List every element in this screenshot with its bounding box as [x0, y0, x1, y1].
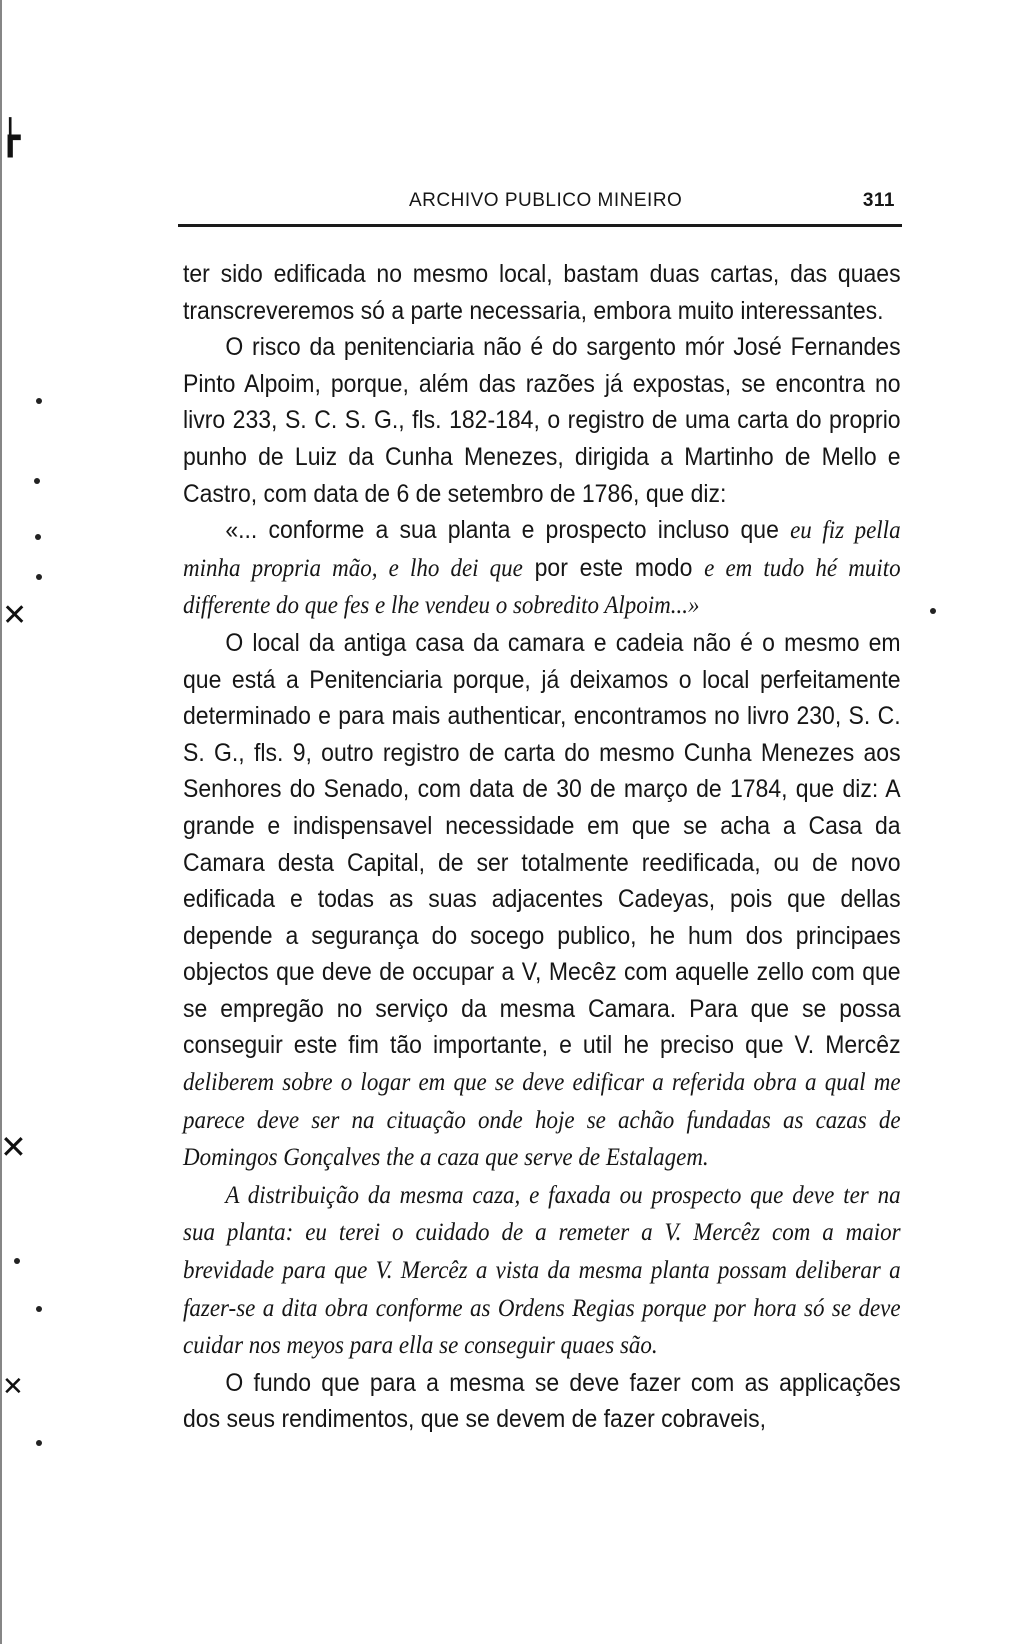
margin-mark: ┢: [0, 118, 21, 158]
page-number: 311: [862, 190, 895, 211]
italic-quote-segment: A distribuição da mesma caza, e faxada ou prospecto que deve ter na sua planta: eu terei o cuidado de a remeter a V. Mercêz com a maior brevidade para que V. Mercêz a vista da mesma planta possam deliberar a fazer-se a dita obra conforme as Ordens Regias porque por hora só se deve cuidar nos meyos para ella se conseguir quaes são.: [183, 1181, 901, 1360]
body-text: [183, 256, 901, 1438]
paragraph: [183, 625, 901, 1177]
text-segment: O local da antiga casa da camara e cadeia não é o mesmo em que está a Penitenciaria porque, já deixamos o local perfeitamente determinado e para mais authenticar, encontramos no livro 230, S. C. S. G., fls. 9, outro registro de carta do mesmo Cunha Menezes aos Senhores do Senado, com data de 30 de março de 1784, que diz: A grande e indispensavel necessidade em que se acha a Casa da Camara desta Capital, de ser totalmente reedificada, ou de novo edificada e todas as suas adjacentes Cadeyas, pois que dellas depende a segurança do socego publico, he hum dos principaes objectos que deve de occupar a V, Mecêz com aquelle zello com que se empregão no serviço da mesma Camara. Para que se possa conseguir este fim tão importante, e util he preciso que V. Mercêz: [183, 628, 901, 1060]
margin-dot: [35, 534, 41, 540]
text-segment: O risco da penitenciaria não é do sargento mór José Fernandes Pinto Alpoim, porque, além das razões já expostas, se encontra no livro 233, S. C. S. G., fls. 182-184, o registro de uma carta do proprio punho de Luiz da Cunha Menezes, dirigida a Martinho de Mello e Castro, com data de 6 de setembro de 1786, que diz:: [183, 333, 901, 508]
margin-dot: [14, 1258, 20, 1264]
text-segment: «... conforme a sua planta e prospecto incluso que: [225, 516, 791, 545]
margin-mark: ✕: [2, 598, 28, 633]
paragraph: [183, 1177, 901, 1365]
running-header-title: ARCHIVO PUBLICO MINEIRO: [409, 190, 683, 211]
margin-dot: [930, 608, 936, 614]
text-segment: ter sido edificada no mesmo local, bastam duas cartas, das quaes transcreveremos só a parte necessaria, embora muito interessantes.: [183, 260, 901, 325]
header-rule: [178, 224, 902, 227]
margin-dot: [36, 398, 42, 404]
paragraph: [183, 1365, 901, 1438]
margin-dot: [36, 1306, 42, 1312]
margin-dot: [34, 478, 40, 484]
italic-quote-segment: e em tudo hé muito differente do que fes e lhe vendeu o sobredito Alpoim...»: [183, 554, 901, 620]
text-segment: por este modo: [522, 553, 705, 582]
paragraph: [183, 512, 901, 625]
paragraph: [183, 329, 901, 512]
running-header: [188, 190, 903, 220]
margin-dot: [36, 1440, 42, 1446]
paragraph: [183, 256, 901, 329]
margin-mark: ✕: [2, 1372, 24, 1402]
text-segment: O fundo que para a mesma se deve fazer com as applicações dos seus rendimentos, que se devem de fazer cobraveis,: [183, 1368, 901, 1434]
italic-quote-segment: eu fiz pella minha propria mão, e lho dei que: [183, 517, 901, 582]
italic-quote-segment: deliberem sobre o logar em que se deve edificar a referida obra a qual me parece deve ser na cituação onde hoje se achão fundadas as cazas de Domingos Gonçalves the a caza que serve de Estalagem.: [183, 1069, 901, 1172]
margin-dot: [36, 574, 42, 580]
margin-mark: ✕: [0, 1128, 27, 1166]
